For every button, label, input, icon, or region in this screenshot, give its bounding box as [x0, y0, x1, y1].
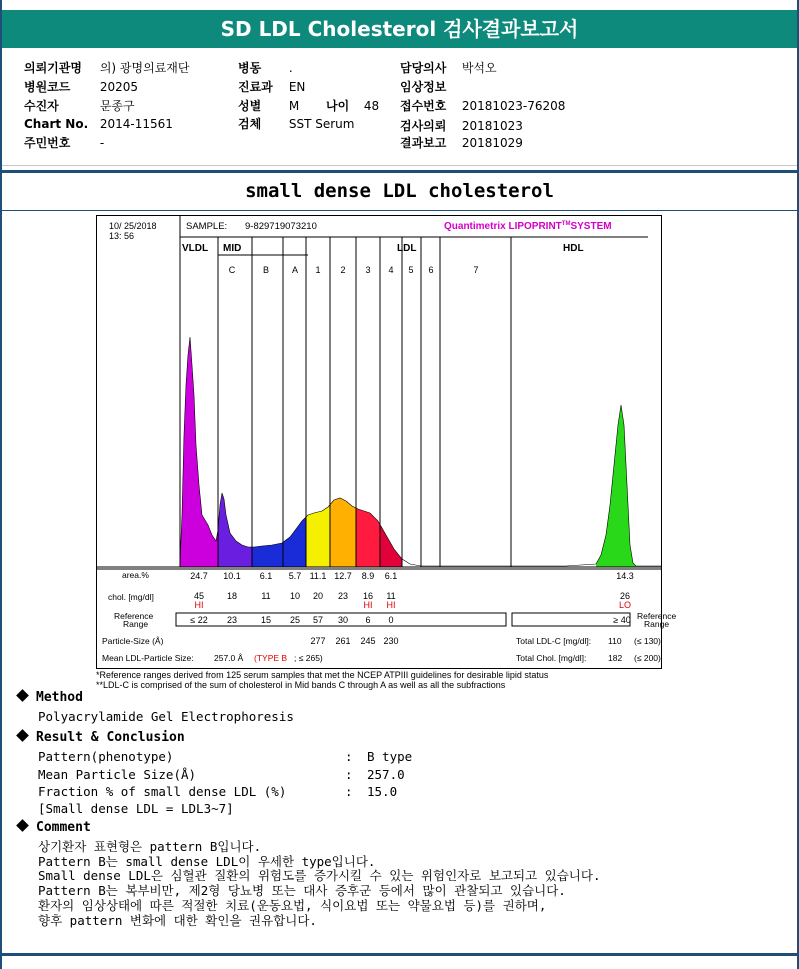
ref-value: ≤ 22	[190, 615, 208, 625]
group-label-hdl: HDL	[563, 243, 584, 254]
brand-name: Quantimetrix LIPOPRINT	[444, 221, 562, 232]
info-label: 임상정보	[400, 80, 447, 94]
result-label: Mean Particle Size(Å)	[38, 767, 197, 782]
total-ldl-ref: (≤ 130)	[634, 636, 661, 646]
method-text: Polyacrylamide Gel Electrophoresis	[38, 709, 294, 724]
info-row	[400, 134, 523, 151]
band-label: 4	[388, 265, 394, 275]
total-ldl-label: Total LDL-C [mg/dl]:	[516, 636, 592, 646]
sample-label: SAMPLE:	[186, 221, 228, 232]
divider	[2, 170, 797, 173]
lipoprint-chart	[96, 215, 677, 670]
method-heading	[18, 690, 83, 705]
info-value: 48	[363, 99, 380, 113]
info-row	[24, 134, 104, 151]
info-label: 성별	[238, 99, 262, 113]
ref-value: 0	[388, 615, 394, 625]
ref-value: 6	[365, 615, 371, 625]
section-title: small dense LDL cholesterol	[245, 180, 554, 202]
ref-value: 23	[226, 615, 238, 625]
chol-value: 45	[193, 591, 205, 601]
comment-line: Pattern B는 복부비만, 제2형 당뇨병 또는 대사 증후군 등에서 많이 관찰되고 있습니다.	[38, 883, 566, 898]
info-row	[24, 78, 138, 95]
info-value: -	[99, 136, 105, 150]
info-row	[400, 59, 497, 76]
area-value: 24.7	[190, 571, 208, 581]
brand-tm: TM	[561, 221, 571, 227]
comment-line: 환자의 임상상태에 따른 적절한 치료(운동요법, 식이요법 또는 약물요법 등)를 권하며,	[38, 898, 547, 913]
info-label: 검체	[238, 117, 262, 131]
result-heading	[18, 730, 185, 745]
chol-flag: HI	[386, 600, 396, 610]
area-value: 10.1	[223, 571, 241, 581]
chol-value: 10	[289, 591, 301, 601]
total-ldl-value: 110	[608, 636, 622, 646]
area-value: 6.1	[384, 571, 398, 581]
result-note: [Small dense LDL = LDL3~7]	[38, 801, 234, 816]
row-label-chol: chol. [mg/dl]	[108, 592, 154, 602]
result-colon: :	[345, 784, 353, 799]
divider	[2, 165, 797, 166]
info-row	[238, 78, 305, 95]
chart-frame	[97, 216, 662, 669]
result-colon: :	[345, 767, 353, 782]
info-value: 의) 광명의료재단	[99, 61, 190, 75]
brand-label	[444, 221, 612, 232]
info-label: 수진자	[24, 99, 59, 113]
info-row	[238, 115, 354, 132]
info-value: 20181029	[461, 136, 523, 150]
info-value: M	[288, 99, 300, 113]
info-value: 20181023-76208	[461, 99, 566, 113]
info-label: 나이	[326, 99, 350, 113]
particle-value: 277	[310, 636, 326, 646]
method-heading-text: Method	[36, 690, 83, 705]
info-value: 2014-11561	[99, 117, 173, 131]
group-label-ldl: LDL	[397, 243, 417, 254]
info-label: 의뢰기관명	[24, 61, 82, 75]
ref-value: 15	[260, 615, 272, 625]
band-area	[330, 498, 356, 567]
info-label: 결과보고	[400, 136, 447, 150]
info-row	[238, 59, 293, 76]
info-value: 20181023	[461, 119, 523, 133]
result-value: 15.0	[367, 784, 398, 799]
result-colon: :	[345, 749, 353, 764]
band-label: 5	[408, 265, 414, 275]
particle-value: 261	[335, 636, 351, 646]
mean-type: (TYPE B	[254, 653, 288, 663]
result-heading-text: Result & Conclusion	[36, 730, 185, 745]
divider	[2, 953, 797, 956]
info-label: 접수번호	[400, 99, 447, 113]
chol-flag: HI	[363, 600, 373, 610]
ref-value: 30	[337, 615, 349, 625]
total-chol-ref: (≤ 200)	[634, 653, 661, 663]
result-label: Pattern(phenotype)	[38, 749, 174, 764]
band-label: A	[291, 265, 299, 275]
info-value: SST Serum	[288, 117, 355, 131]
info-label: 진료과	[238, 80, 273, 94]
comment-line: Pattern B는 small dense LDL이 우세한 type입니다.	[38, 854, 376, 869]
band-label: 1	[315, 265, 321, 275]
info-row	[400, 117, 523, 134]
result-label: Fraction % of small dense LDL (%)	[38, 784, 287, 799]
ref-value: 25	[289, 615, 301, 625]
area-value: 11.1	[309, 571, 327, 581]
comment-heading	[18, 820, 91, 835]
group-label-mid: MID	[223, 243, 242, 254]
info-value: EN	[288, 80, 306, 94]
row-label-particle: Particle-Size (Å)	[102, 636, 164, 646]
area-value: 6.1	[259, 571, 273, 581]
band-label: 3	[365, 265, 371, 275]
divider	[2, 210, 797, 211]
info-row	[238, 97, 299, 114]
info-label: 병원코드	[24, 80, 71, 94]
particle-value: 230	[383, 636, 399, 646]
info-label: 병동	[238, 61, 262, 75]
comment-heading-text: Comment	[36, 820, 91, 835]
band-label: 6	[428, 265, 434, 275]
band-label: C	[228, 265, 236, 275]
row-label-ref-right2: Range	[644, 619, 670, 629]
chart-date: 10/ 25/2018	[109, 221, 157, 231]
info-value: 문종구	[99, 99, 135, 113]
row-label-ref-right1: Reference	[637, 611, 677, 621]
info-value: .	[288, 61, 293, 75]
info-row	[24, 59, 189, 76]
info-row	[24, 117, 173, 131]
total-chol-value: 182	[608, 653, 623, 663]
sample-id: 9-829719073210	[245, 221, 317, 232]
result-value: B type	[367, 749, 413, 764]
band-label: B	[262, 265, 270, 275]
brand-suffix: SYSTEM	[570, 221, 612, 232]
chol-flag-hdl: LO	[618, 600, 632, 610]
frame-left-border	[0, 0, 2, 969]
chol-value: 16	[362, 591, 374, 601]
chol-value: 11	[261, 591, 271, 601]
info-label: Chart No.	[24, 117, 89, 131]
row-label-ref1: Reference	[114, 611, 154, 621]
chart-time: 13: 56	[109, 231, 135, 241]
info-label: 담당의사	[400, 61, 447, 75]
report-title: SD LDL Cholesterol 검사결과보고서	[2, 10, 797, 48]
info-value: 20205	[99, 80, 139, 94]
chol-value: 23	[337, 591, 349, 601]
row-label-area: area.%	[122, 570, 149, 580]
footnote-1: *Reference ranges derived from 125 serum samples that met the NCEP ATPIII guidelines for desirable lipid status	[96, 670, 549, 680]
comment-line: 상기환자 표현형은 pattern B입니다.	[38, 839, 262, 854]
info-value: 박석오	[461, 61, 497, 75]
area-value-hdl: 14.3	[616, 571, 634, 581]
diamond-bullet-icon	[16, 729, 29, 742]
diamond-bullet-icon	[16, 819, 29, 832]
chol-value: 18	[226, 591, 238, 601]
chol-value: 11	[386, 591, 396, 601]
area-value: 8.9	[361, 571, 375, 581]
chol-flag: HI	[194, 600, 204, 610]
area-value: 12.7	[334, 571, 352, 581]
info-row	[400, 78, 462, 95]
info-row	[400, 97, 565, 114]
result-value: 257.0	[367, 767, 405, 782]
info-label: 주민번호	[24, 136, 71, 150]
area-value: 5.7	[288, 571, 302, 581]
group-label-vldl: VLDL	[182, 243, 209, 254]
row-label-mean: Mean LDL-Particle Size:	[102, 653, 194, 663]
comment-line: 향후 pattern 변화에 대한 확인을 권유합니다.	[38, 913, 317, 928]
info-row	[326, 97, 379, 114]
diamond-bullet-icon	[16, 689, 29, 702]
info-row	[24, 97, 135, 114]
ref-value-hdl: ≥ 40	[613, 615, 631, 625]
band-label: 7	[473, 265, 479, 275]
info-label: 검사의뢰	[400, 119, 447, 133]
chol-value: 20	[312, 591, 324, 601]
total-chol-label: Total Chol. [mg/dl]:	[516, 653, 587, 663]
row-label-ref2: Range	[123, 619, 149, 629]
mean-value: 257.0 Å	[214, 653, 244, 663]
ref-value: 57	[312, 615, 324, 625]
comment-line: Small dense LDL은 심혈관 질환의 위험도를 증가시킬 수 있는 위험인자로 보고되고 있습니다.	[38, 868, 601, 883]
particle-value: 245	[360, 636, 376, 646]
band-label: 2	[340, 265, 346, 275]
footnote-2: **LDL-C is comprised of the sum of cholesterol in Mid bands C through A as well as all the subfractions	[96, 680, 506, 690]
chol-value-hdl: 26	[619, 591, 631, 601]
mean-ref: ; ≤ 265)	[294, 653, 323, 663]
